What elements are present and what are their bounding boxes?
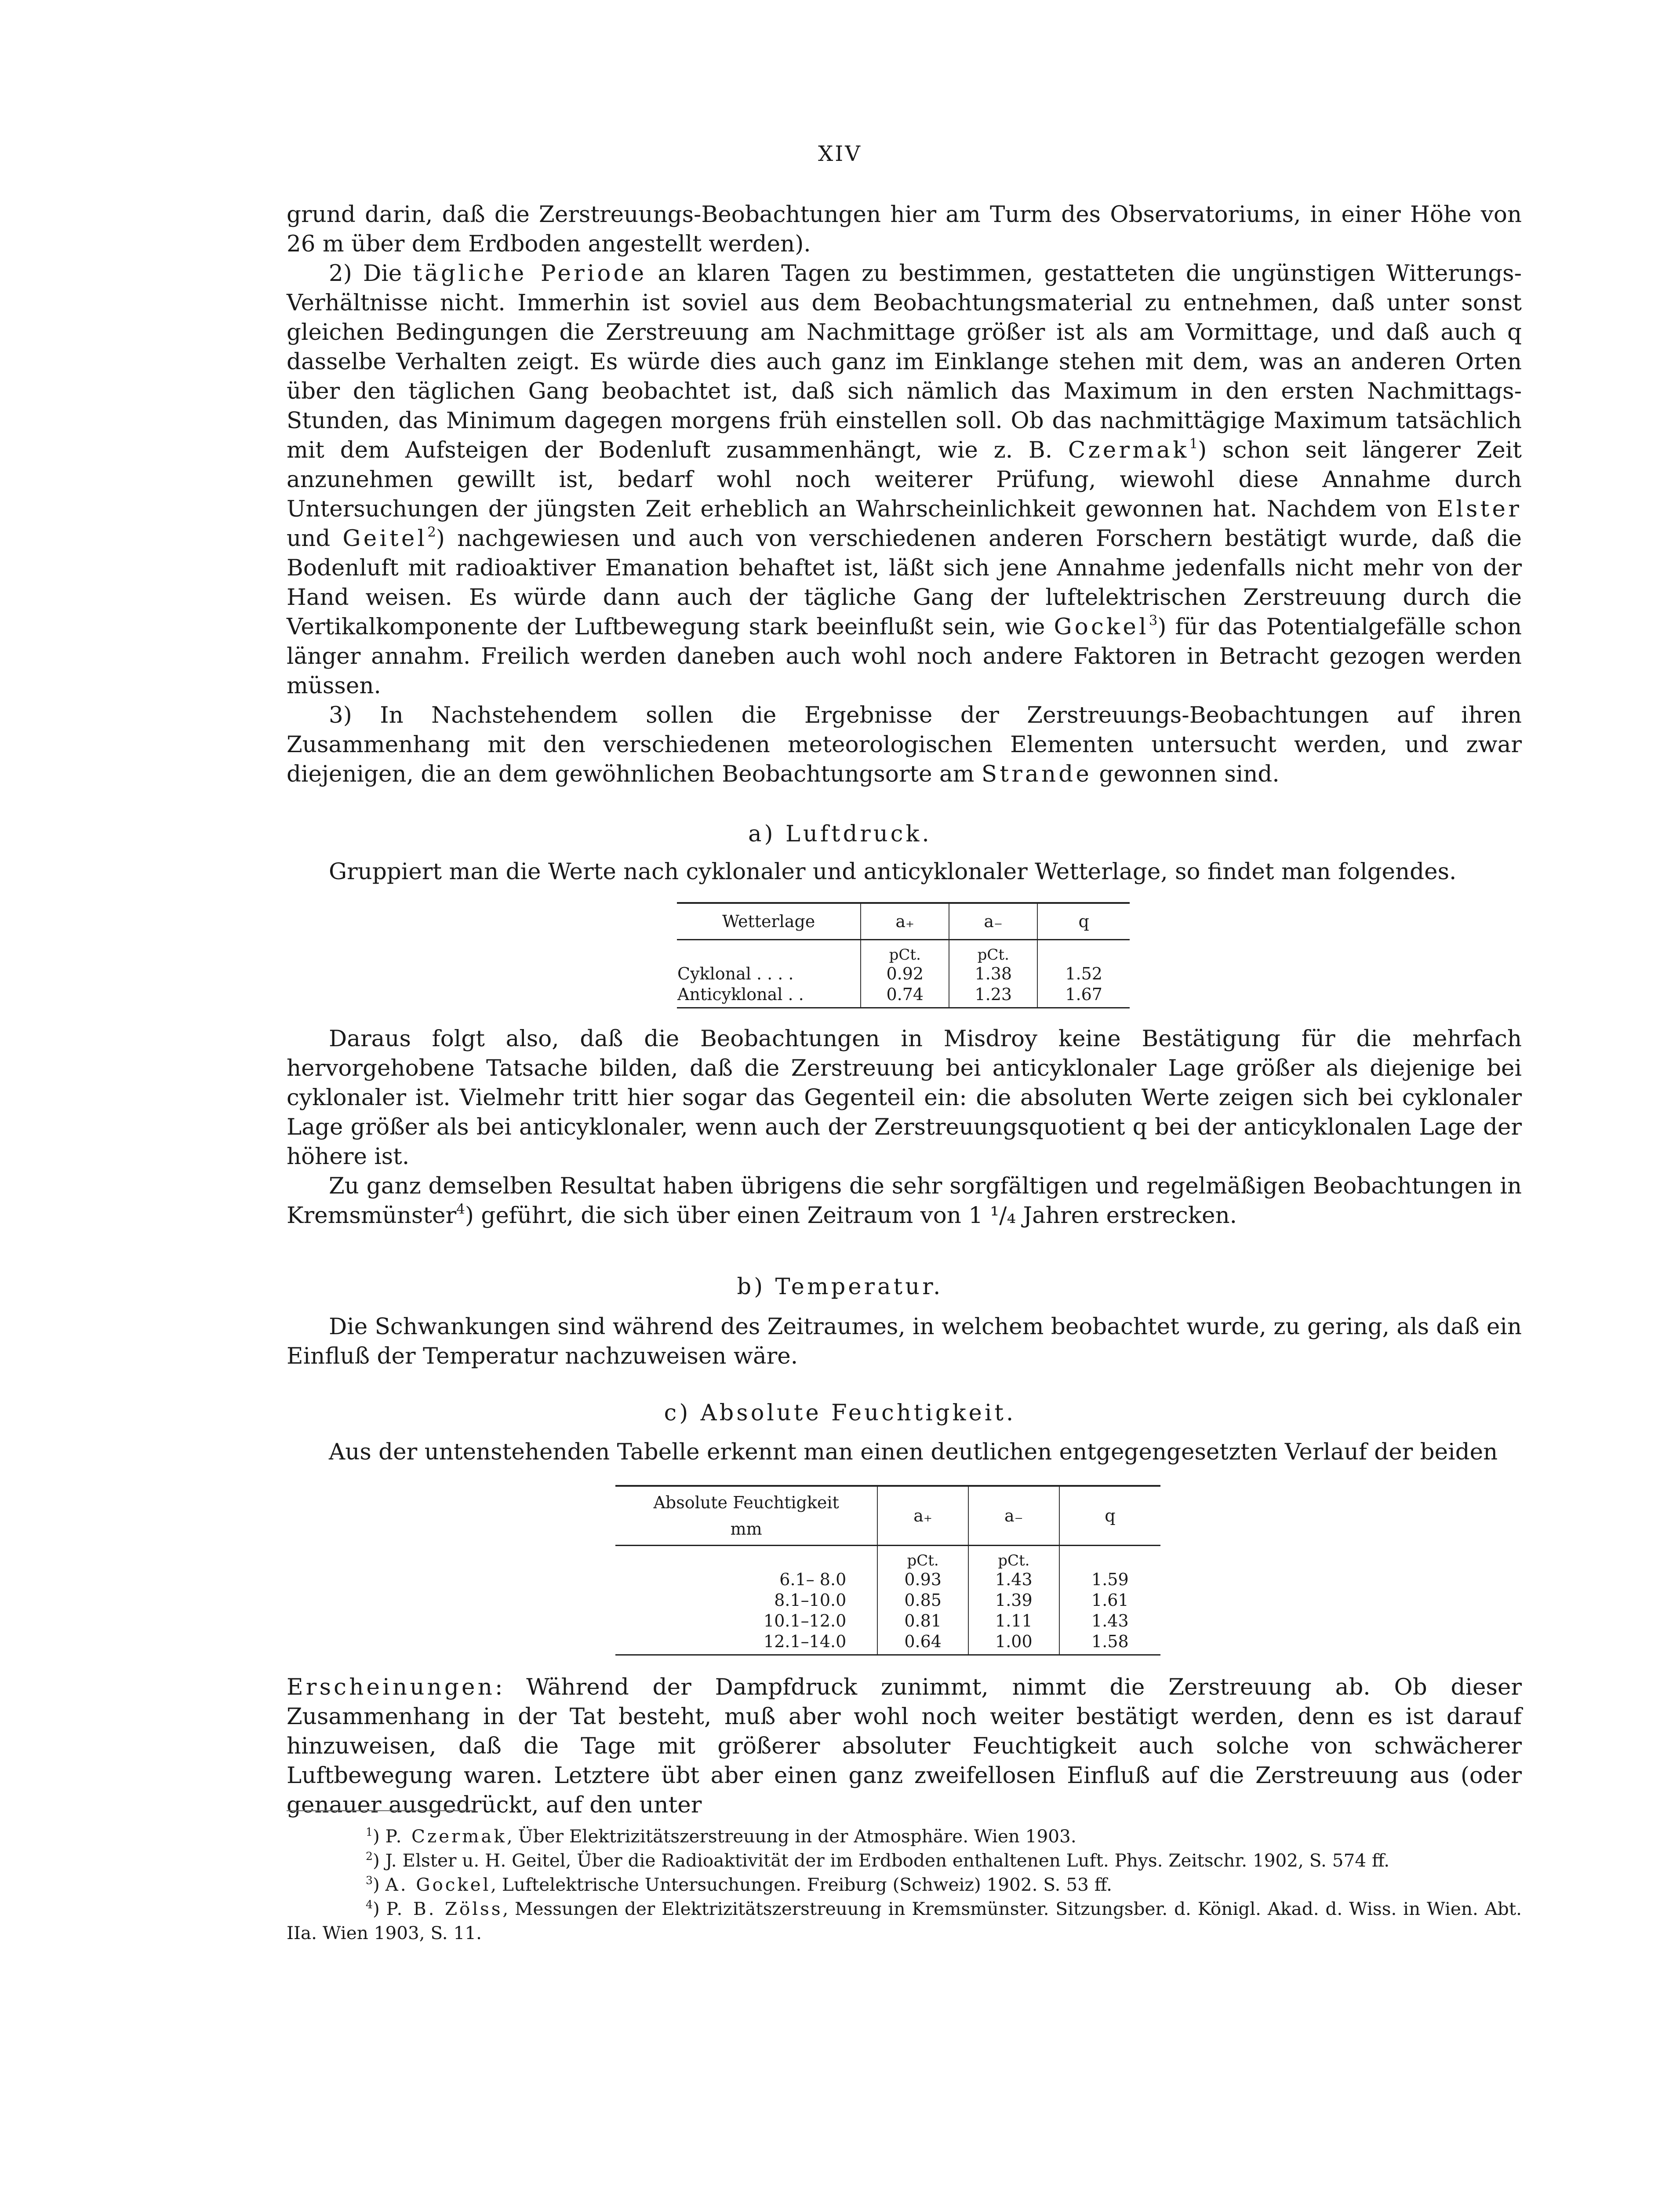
- footnote-text: , Über die Radioaktivität der im Erdboden enthaltenen Luft. Phys. Zeitschr. 1902, S. 574 ff.: [565, 1850, 1390, 1871]
- paragraph-3: [287, 701, 1522, 789]
- author-geitel: Geitel: [342, 525, 428, 552]
- section-a-intro: Gruppiert man die Werte nach cyklonaler und anticyklonaler Wetterlage, so findet man folgendes.: [329, 859, 1457, 885]
- header-absolute-feuchtigkeit: [615, 1486, 877, 1546]
- cell-value: 0.81: [877, 1611, 968, 1631]
- footnote-author: A. Gockel: [385, 1874, 491, 1895]
- cell-value: 1.23: [949, 984, 1037, 1008]
- table-feuchtigkeit: [615, 1485, 1160, 1656]
- footnote-1: $^1$) P. Czermak, Über Elektrizitätszerstreuung in der Atmosphäre. Wien 1903.: [366, 1825, 1076, 1847]
- footnote-text: , Luftelektrische Untersuchungen. Freiburg (Schweiz) 1902. S. 53 ff.: [491, 1874, 1112, 1895]
- footnote-3: $^3$) A. Gockel, Luftelektrische Untersuchungen. Freiburg (Schweiz) 1902. S. 53 ff.: [366, 1874, 1112, 1895]
- table-header-row: [677, 903, 1130, 940]
- footnote-rule: [287, 1810, 476, 1811]
- footnote-2: $^2$) J. Elster u. H. Geitel, Über die Radioaktivität der im Erdboden enthaltenen Luft. Phys. Zeitschr. 1902, S. 574 ff.: [366, 1849, 1390, 1871]
- footnote-mark: 2: [366, 1849, 373, 1863]
- section-a-intro-block: [287, 857, 1522, 887]
- footnote-ref-2: 2: [427, 524, 436, 540]
- section-b-block: [287, 1312, 1522, 1371]
- cell-value: 0.93: [877, 1569, 968, 1590]
- para2-text-3: und: [287, 525, 343, 552]
- row-label: Anticyklonal . .: [677, 984, 861, 1008]
- unit-cell: [677, 940, 861, 964]
- table-row: [615, 1631, 1160, 1655]
- unit-cell: pCt.: [861, 940, 949, 964]
- cell-value: 1.11: [968, 1611, 1059, 1631]
- header-q: q: [1059, 1486, 1160, 1546]
- after2-text-a: Zu ganz demselben Resultat haben übrigens die sehr sorgfältigen und regelmäßigen Beobachtungen in Kremsmünster: [287, 1173, 1522, 1229]
- header-a-plus: a₊: [877, 1486, 968, 1546]
- cell-value: 0.92: [861, 964, 949, 984]
- intro-paragraph: grund darin, daß die Zerstreuungs-Beobachtungen hier am Turm des Observatoriums, in einer Höhe von 26 m über dem Erdboden angestellt werden).: [287, 201, 1522, 257]
- table-row: [677, 964, 1130, 984]
- heading-feuchtigkeit: c) Absolute Feuchtigkeit.: [664, 1400, 1016, 1426]
- cell-value: 1.67: [1037, 984, 1130, 1008]
- row-label: Cyklonal . . . .: [677, 964, 794, 983]
- row-label: 6.1– 8.0: [779, 1570, 847, 1589]
- table-unit-row: [677, 940, 1130, 964]
- table-header-row: [615, 1486, 1160, 1546]
- footnote-text: , Über Elektrizitätszerstreuung in der Atmosphäre. Wien 1903.: [506, 1826, 1076, 1847]
- table-unit-row: [615, 1546, 1160, 1570]
- para2-text-1: an klaren Tagen zu bestimmen, gestatteten die ungünstigen Witterungs-Verhältnisse nicht. Immerhin ist soviel aus dem Beobachtungsmaterial zu entnehmen, daß unter sonst gleichen Bedingungen die Zerstreuung am Nachmittage größer ist als am Vormittage, und daß auch q dasselbe Verhalten zeigt. Es würde dies auch ganz im Einklange stehen mit dem, was an anderen Orten über den täglichen Gang beobachtet ist, daß sich nämlich das Maximum in den ersten Nachmittags-Stunden, das Minimum dagegen morgens früh einstellen soll. Ob das nachmittägige Maximum tatsächlich mit dem Aufsteigen der Bodenluft zusammenhängt, wie z. B.: [287, 260, 1522, 463]
- footnote-mark: 1: [366, 1825, 373, 1838]
- cell-value: 1.43: [1059, 1611, 1160, 1631]
- author-gockel: Gockel: [1054, 614, 1149, 640]
- section-a-after-2: [287, 1172, 1522, 1230]
- author-elster: Elster: [1436, 496, 1522, 522]
- section-c-intro: Aus der untenstehenden Tabelle erkennt man einen deutlichen entgegengesetzten Verlauf der beiden: [329, 1439, 1498, 1465]
- text-block-top: [287, 200, 1522, 789]
- author-czermak: Czermak: [1068, 437, 1189, 463]
- after2-text-b: ) geführt, die sich über einen Zeitraum von 1 ¹/₄ Jahren erstrecken.: [465, 1202, 1237, 1229]
- table-row: [615, 1611, 1160, 1631]
- footnote-author: P. B. Zölss: [386, 1898, 503, 1919]
- table-luftdruck: [677, 902, 1130, 1008]
- section-c-discussion: [287, 1673, 1522, 1820]
- erscheinungen-word: Erscheinungen: [287, 1674, 495, 1700]
- cell-value: 1.43: [968, 1569, 1059, 1590]
- para3-text-2: gewonnen sind.: [1092, 761, 1280, 787]
- cell-value: 1.58: [1059, 1631, 1160, 1655]
- para2-text-5: ) für das Potentialgefälle schon länger annahm. Freilich werden daneben auch wohl noch andere Faktoren in Betracht gezogen werden müssen.: [287, 614, 1522, 699]
- cell-value: 0.85: [877, 1590, 968, 1611]
- para3-text-1: 3) In Nachstehendem sollen die Ergebnisse der Zerstreuungs-Beobachtungen auf ihren Zusammenhang mit den verschiedenen meteorologischen Elementen untersucht werden, und zwar diejenigen, die an dem gewöhnlichen Beobachtungsorte am: [287, 702, 1522, 787]
- footnote-ref-3: 3: [1149, 612, 1158, 629]
- header-q: q: [1037, 903, 1130, 940]
- row-label: 12.1–14.0: [615, 1631, 877, 1655]
- footnote-mark: 4: [366, 1898, 373, 1911]
- page-number: XIV: [818, 142, 862, 166]
- heading-luftdruck: a) Luftdruck.: [748, 821, 932, 847]
- section-c-after: [287, 1673, 1522, 1820]
- header-a-minus: a₋: [968, 1486, 1059, 1546]
- footnote-ref-4: 4: [456, 1201, 465, 1217]
- header-wetterlage: Wetterlage: [677, 903, 861, 940]
- unit-cell: pCt.: [968, 1546, 1059, 1570]
- footnotes: [287, 1824, 1522, 1945]
- para2-text-4: ) nachgewiesen und auch von verschiedenen anderen Forschern bestätigt wurde, daß die Bodenluft mit radioaktiver Emanation behaftet ist, läßt sich jene Annahme jedenfalls nicht mehr von der Hand weisen. Es würde dann auch der tägliche Gang der luftelektrischen Zerstreuung durch die Vertikalkomponente der Luftbewegung stark beeinflußt sein, wie: [287, 525, 1522, 640]
- table-row: [615, 1569, 1160, 1590]
- section-a-discussion: [287, 1024, 1522, 1230]
- cell-value: 1.52: [1037, 964, 1130, 984]
- para2-text-2: ) schon seit längerer Zeit anzunehmen gewillt ist, bedarf wohl noch weiterer Prüfung, wiewohl diese Annahme durch Untersuchungen der jüngsten Zeit erheblich an Wahrscheinlichkeit gewonnen hat. Nachdem von: [287, 437, 1522, 522]
- header-a-minus: a₋: [949, 903, 1037, 940]
- header-line-2: mm: [730, 1519, 762, 1539]
- row-label: 10.1–12.0: [764, 1611, 847, 1630]
- table-row: [677, 984, 1130, 1008]
- unit-cell: [1059, 1546, 1160, 1570]
- para2-number: 2) Die: [329, 260, 413, 287]
- section-c-after-text: : Während der Dampfdruck zunimmt, nimmt die Zerstreuung ab. Ob dieser Zusammenhang in der Tat besteht, muß aber wohl noch weiter bestätigt werden, denn es ist darauf hinzuweisen, daß die Tage mit größerer absoluter Feuchtigkeit auch solche von schwächerer Luftbewegung waren. Letztere übt aber einen ganz zweifellosen Einfluß auf die Zerstreuung aus (oder genauer ausgedrückt, auf den unter: [287, 1674, 1522, 1818]
- header-a-plus: a₊: [861, 903, 949, 940]
- heading-temperatur: b) Temperatur.: [737, 1274, 943, 1300]
- section-a-after-1: Daraus folgt also, daß die Beobachtungen in Misdroy keine Bestätigung für die mehrfach hervorgehobene Tatsache bilden, daß die Zerstreuung bei anticyklonaler Lage größer als diejenige bei cyklonaler ist. Vielmehr tritt hier sogar das Gegenteil ein: die absoluten Werte zeigen sich bei cyklonaler Lage größer als bei anticyklonaler, wenn auch der Zerstreuungsquotient q bei der anticyklonalen Lage der höhere ist.: [287, 1026, 1522, 1170]
- unit-cell: [1037, 940, 1130, 964]
- unit-cell: pCt.: [877, 1546, 968, 1570]
- cell-value: 1.39: [968, 1590, 1059, 1611]
- cell-value: 1.38: [949, 964, 1037, 984]
- unit-cell: [615, 1546, 877, 1570]
- cell-value: 0.64: [877, 1631, 968, 1655]
- cell-value: 1.61: [1059, 1590, 1160, 1611]
- footnote-text: , Messungen der Elektrizitätszerstreuung in Kremsmünster. Sitzungsber. d. Königl. Akad. d. Wiss. in Wien. Abt. IIa. Wien 1903, S. 11.: [287, 1898, 1522, 1943]
- cell-value: 0.74: [861, 984, 949, 1008]
- table-row: [615, 1590, 1160, 1611]
- footnote-author: J. Elster u. H. Geitel: [385, 1850, 566, 1871]
- para2-title: tägliche Periode: [413, 260, 647, 287]
- paragraph-2: [287, 259, 1522, 701]
- header-line-1: Absolute Feuchtigkeit: [653, 1493, 839, 1512]
- cell-value: 1.00: [968, 1631, 1059, 1655]
- footnote-ref-1: 1: [1189, 436, 1198, 452]
- cell-value: 1.59: [1059, 1569, 1160, 1590]
- row-label: 8.1–10.0: [774, 1590, 847, 1610]
- unit-cell: pCt.: [949, 940, 1037, 964]
- footnote-4: $^4$) P. B. Zölss, Messungen der Elektrizitätszerstreuung in Kremsmünster. Sitzungsber. d. Königl. Akad. d. Wiss. in Wien. Abt. IIa. Wien 1903, S. 11.: [287, 1898, 1522, 1943]
- section-c-intro-block: [287, 1437, 1522, 1467]
- footnote-author: P. Czermak: [385, 1826, 507, 1847]
- section-b-text: Die Schwankungen sind während des Zeitraumes, in welchem beobachtet wurde, zu gering, als daß ein Einfluß der Temperatur nachzuweisen wäre.: [287, 1314, 1522, 1369]
- para3-strand: Strande: [981, 761, 1092, 787]
- footnote-mark: 3: [366, 1874, 373, 1887]
